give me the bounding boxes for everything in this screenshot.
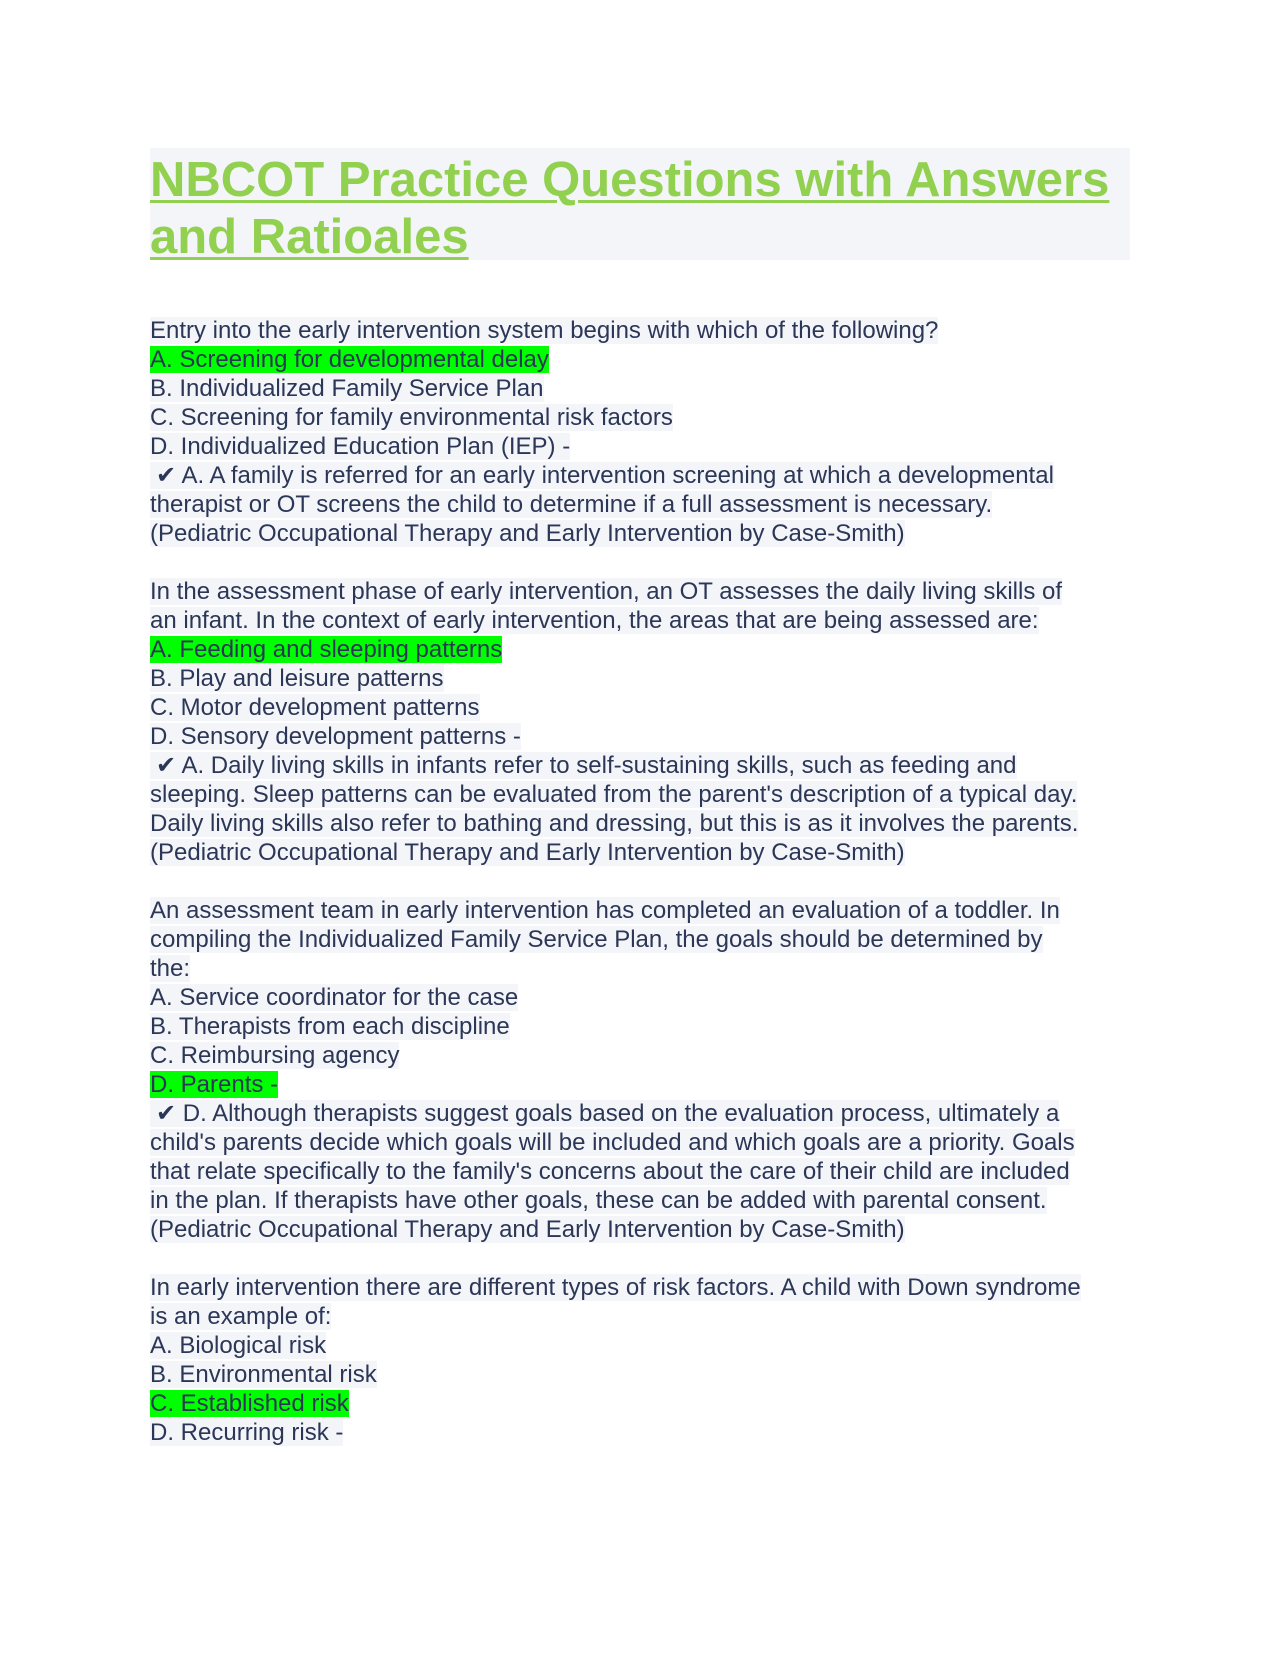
answer-option: D. Sensory development patterns -: [150, 723, 521, 750]
question-block: [150, 577, 1130, 867]
answer-option-correct: C. Established risk: [150, 1390, 349, 1417]
question-text: is an example of:: [150, 1303, 332, 1330]
rationale-text: therapist or OT screens the child to determine if a full assessment is necessary.: [150, 491, 993, 518]
question-block: [150, 896, 1130, 1244]
rationale-text: ✔ A. A family is referred for an early intervention screening at which a developmental: [150, 462, 1054, 489]
question-text: compiling the Individualized Family Service Plan, the goals should be determined by: [150, 926, 1043, 953]
answer-option: B. Play and leisure patterns: [150, 665, 444, 692]
answer-option: B. Therapists from each discipline: [150, 1013, 510, 1040]
rationale-text: ✔ A. Daily living skills in infants refer to self-sustaining skills, such as feeding and: [150, 752, 1017, 779]
answer-option-correct: A. Screening for developmental delay: [150, 346, 549, 373]
answer-option: B. Environmental risk: [150, 1361, 377, 1388]
answer-option: C. Screening for family environmental risk factors: [150, 404, 673, 431]
rationale-text: in the plan. If therapists have other goals, these can be added with parental consent.: [150, 1187, 1047, 1214]
document-page: [150, 148, 1130, 1476]
question-text: Entry into the early intervention system begins with which of the following?: [150, 317, 939, 344]
question-text: In the assessment phase of early intervention, an OT assesses the daily living skills of: [150, 578, 1063, 605]
document-title: NBCOT Practice Questions with Answers and Ratioales: [150, 153, 1110, 264]
question-block: [150, 316, 1130, 548]
rationale-text: (Pediatric Occupational Therapy and Early Intervention by Case-Smith): [150, 839, 905, 866]
answer-option: D. Recurring risk -: [150, 1419, 344, 1446]
rationale-text: ✔ D. Although therapists suggest goals based on the evaluation process, ultimately a: [150, 1100, 1059, 1127]
answer-option: C. Reimbursing agency: [150, 1042, 400, 1069]
answer-option: D. Individualized Education Plan (IEP) -: [150, 433, 571, 460]
answer-option-correct: D. Parents -: [150, 1071, 279, 1098]
answer-option: C. Motor development patterns: [150, 694, 480, 721]
answer-option-correct: A. Feeding and sleeping patterns: [150, 636, 503, 663]
question-text: an infant. In the context of early intervention, the areas that are being assessed are:: [150, 607, 1039, 634]
question-text: An assessment team in early intervention has completed an evaluation of a toddler. In: [150, 897, 1060, 924]
rationale-text: child's parents decide which goals will be included and which goals are a priority. Goals: [150, 1129, 1075, 1156]
rationale-text: (Pediatric Occupational Therapy and Early Intervention by Case-Smith): [150, 520, 905, 547]
answer-option: A. Biological risk: [150, 1332, 327, 1359]
answer-option: B. Individualized Family Service Plan: [150, 375, 544, 402]
rationale-text: that relate specifically to the family's concerns about the care of their child are included: [150, 1158, 1070, 1185]
answer-option: A. Service coordinator for the case: [150, 984, 519, 1011]
question-text: In early intervention there are different types of risk factors. A child with Down syndrome: [150, 1274, 1081, 1301]
rationale-text: Daily living skills also refer to bathing and dressing, but this is as it involves the parents.: [150, 810, 1079, 837]
rationale-text: (Pediatric Occupational Therapy and Early Intervention by Case-Smith): [150, 1216, 905, 1243]
rationale-text: sleeping. Sleep patterns can be evaluated from the parent's description of a typical day.: [150, 781, 1078, 808]
question-block: [150, 1273, 1130, 1447]
question-text: the:: [150, 955, 191, 982]
title-block: [150, 148, 1130, 264]
question-list: [150, 316, 1130, 1447]
